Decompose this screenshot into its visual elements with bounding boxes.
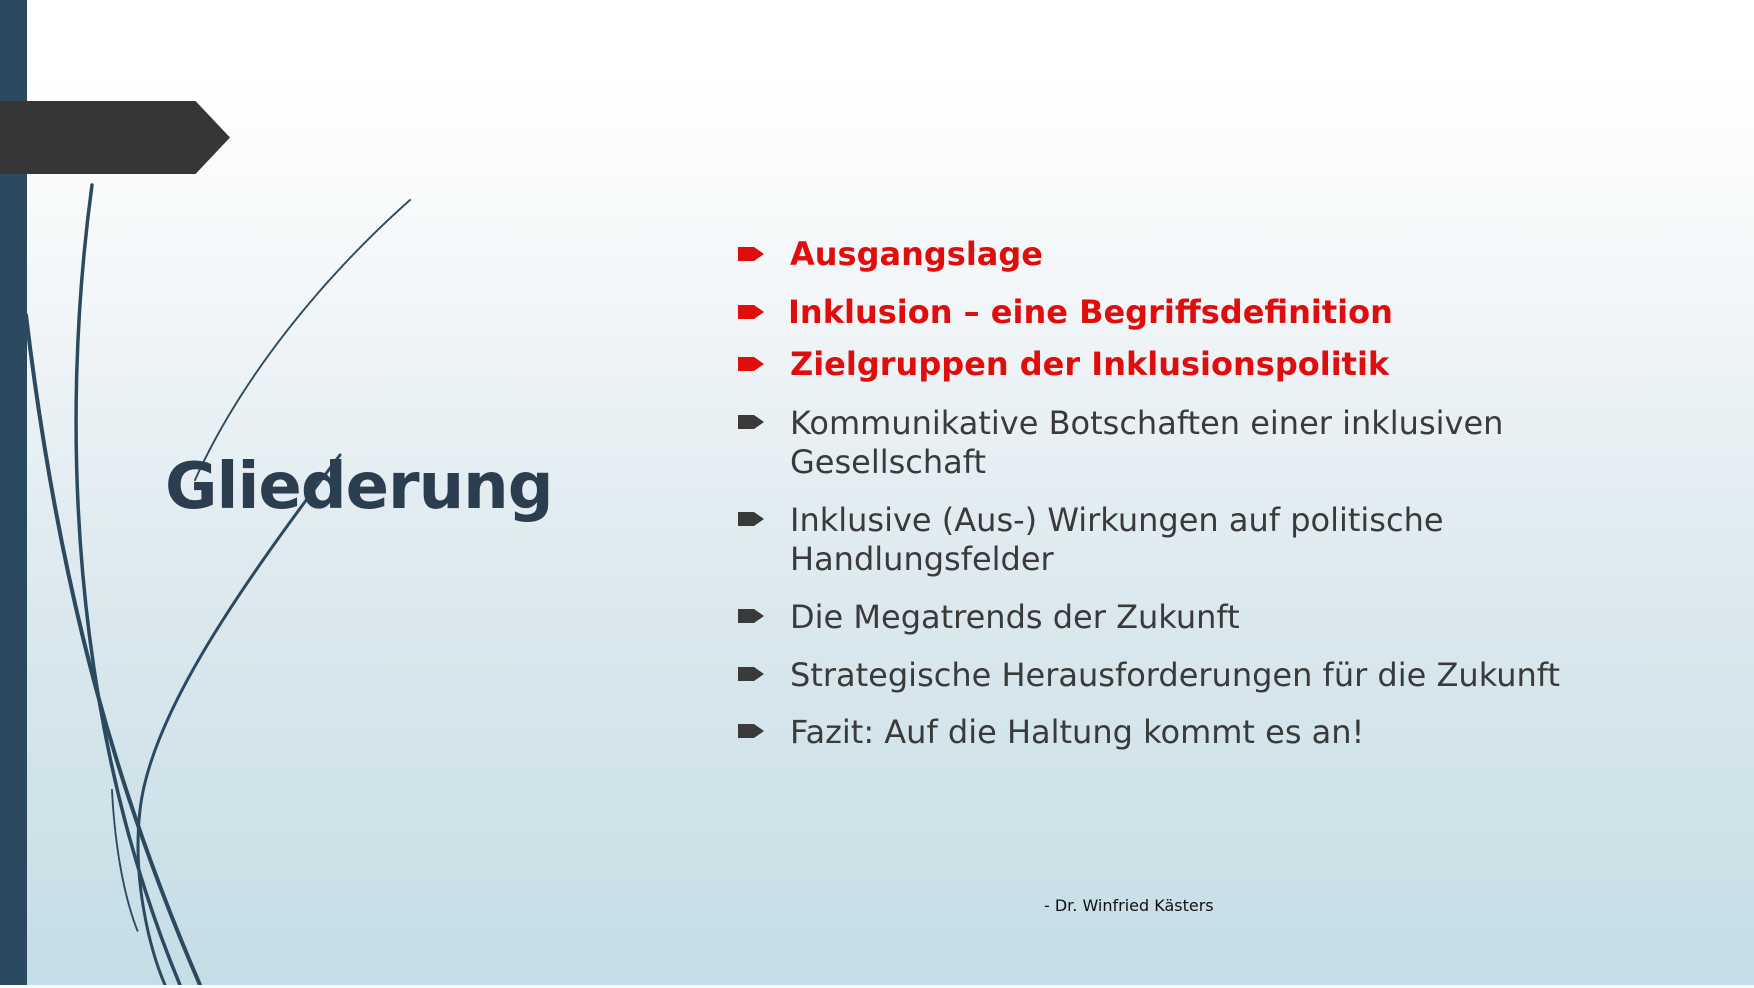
list-item-text: Inklusive (Aus-) Wirkungen auf politische Handlungsfelder [790,501,1444,578]
arrow-bullet-icon [738,512,764,526]
arrow-bullet-icon [738,357,764,371]
arrow-bullet-icon [738,247,764,261]
arrow-bullet-icon [738,667,764,681]
page-title: Gliederung [165,450,553,524]
list-item-text: Zielgruppen der Inklusionspolitik [790,345,1390,383]
list-item-text: Inklusion – eine Begriffsdefinition [788,293,1393,331]
list-item-text: Die Megatrends der Zukunft [790,598,1240,636]
list-item-text: Strategische Herausforderungen für die Zukunft [790,656,1561,694]
author-credit: - Dr. Winfried Kästers [1044,896,1214,915]
arrow-bullet-icon [738,415,764,429]
list-item-text: Fazit: Auf die Haltung kommt es an! [790,713,1365,751]
arrow-bullet-icon [738,305,764,319]
list-item-text: Kommunikative Botschaften einer inklusiven Gesellschaft [790,404,1504,481]
list-item-text: Ausgangslage [790,235,1043,273]
arrow-bullet-icon [738,724,764,738]
arrow-bullet-icon [738,609,764,623]
